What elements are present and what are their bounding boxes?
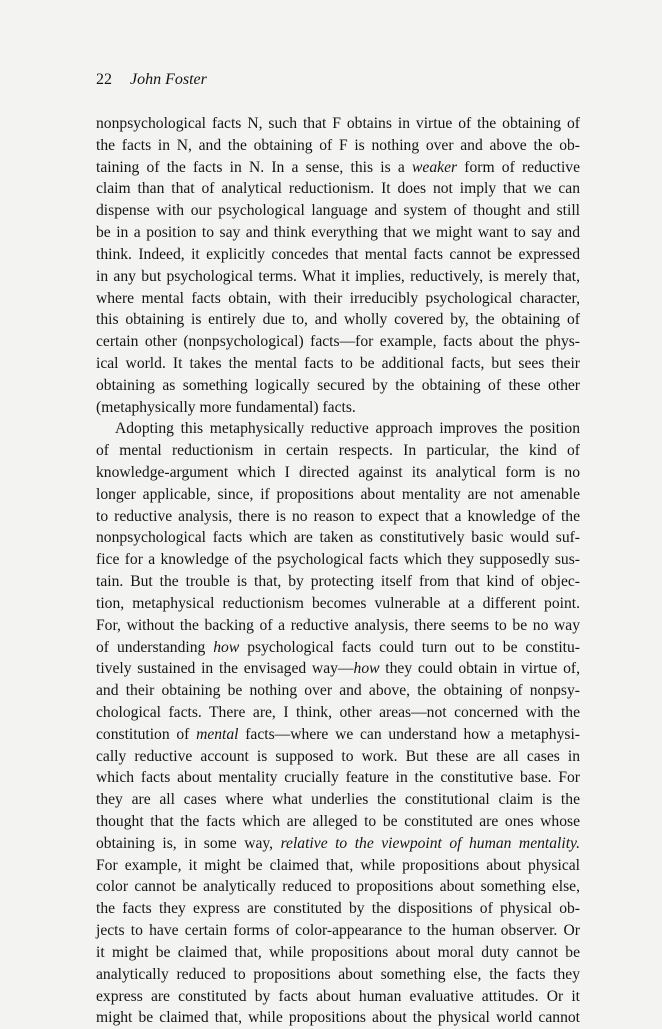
text-segment: in any but psychological terms. What it implies, reductively, is merely that, xyxy=(96,267,580,285)
text-segment: color cannot be analytically reduced to propositions about something else, xyxy=(96,878,580,896)
text-line xyxy=(96,767,580,789)
italic-text: relative to the viewpoint of human mentality. xyxy=(280,834,580,852)
text-segment: For, without the backing of a reductive analysis, there seems to be no way xyxy=(96,616,580,634)
text-line xyxy=(96,833,580,855)
text-segment: certain other (nonpsychological) facts—for example, facts about the phys- xyxy=(96,333,580,351)
text-segment: which facts about mentality crucially feature in the constitutive base. For xyxy=(96,769,580,787)
italic-text: weaker xyxy=(412,158,458,176)
text-segment: facts—where we can understand how a metaphysi- xyxy=(238,725,580,743)
text-segment: psychological facts could turn out to be constitu- xyxy=(239,638,581,656)
text-segment: knowledge-argument which I directed against its analytical form is no xyxy=(96,464,580,481)
text-segment: thought that the facts which are alleged to be constituted are ones whose xyxy=(96,813,580,830)
text-line xyxy=(96,397,580,419)
text-line xyxy=(96,375,580,397)
text-segment: form of reductive xyxy=(457,158,581,176)
text-line xyxy=(96,1007,580,1029)
text-line xyxy=(96,135,580,157)
text-line xyxy=(96,288,580,310)
text-segment: the facts in N, and the obtaining of F is nothing over and above the ob- xyxy=(96,136,580,154)
italic-text: how xyxy=(213,638,240,656)
text-segment: For example, it might be claimed that, while propositions about physical xyxy=(96,856,580,874)
text-segment: it might be claimed that, while propositions about moral duty cannot be xyxy=(96,943,580,961)
text-segment: fice for a knowledge of the psychological facts which they supposedly sus- xyxy=(96,551,580,569)
running-header xyxy=(96,70,207,90)
text-segment: and their obtaining be nothing over and above, the obtaining of nonpsy- xyxy=(96,682,580,700)
text-segment: ical world. It takes the mental facts to be additional facts, but sees their xyxy=(96,354,580,372)
italic-text: mental xyxy=(196,725,239,743)
text-line xyxy=(96,157,580,179)
text-line xyxy=(96,746,580,768)
text-segment: dispense with our psychological language and system of thought and still xyxy=(96,202,580,220)
text-segment: the facts they express are constituted by the dispositions of physical ob- xyxy=(96,900,580,918)
text-line xyxy=(96,702,580,724)
text-segment: this obtaining is entirely due to, and wholly covered by, the obtaining of xyxy=(96,311,580,329)
text-line xyxy=(96,986,580,1008)
text-line xyxy=(96,724,580,746)
text-segment: chological facts. There are, I think, other areas—not concerned with the xyxy=(96,703,580,721)
text-line xyxy=(96,178,580,200)
text-segment: tain. But the trouble is that, by protecting itself from that kind of objec- xyxy=(96,573,580,591)
text-segment: constitution of xyxy=(96,725,197,743)
text-segment: to reductive analysis, there is no reason to expect that a knowledge of the xyxy=(96,507,580,525)
text-line xyxy=(96,789,580,811)
text-line xyxy=(96,113,580,135)
text-segment: nonpsychological facts N, such that F obtains in virtue of the obtaining of xyxy=(96,115,580,132)
text-segment: they could obtain in virtue of, xyxy=(379,660,580,678)
text-segment: of understanding xyxy=(96,638,214,656)
text-segment: longer applicable, since, if propositions about mentality are not amenable xyxy=(96,485,580,503)
text-segment: claim than that of analytical reductionism. It does not imply that we can xyxy=(96,180,580,198)
text-line xyxy=(96,506,580,528)
text-line xyxy=(96,549,580,571)
text-segment: taining of the facts in N. In a sense, this is a xyxy=(96,158,413,176)
text-segment: cally reductive account is supposed to work. But these are all cases in xyxy=(96,747,580,765)
text-line xyxy=(96,331,580,353)
text-segment: express are constituted by facts about human evaluative attitudes. Or it xyxy=(96,987,580,1005)
paragraph-first-line xyxy=(96,418,580,440)
text-segment: tion, metaphysical reductionism becomes vulnerable at a different point. xyxy=(96,594,580,612)
text-segment: (metaphysically more fundamental) facts. xyxy=(96,398,356,416)
text-line xyxy=(96,680,580,702)
text-segment: of mental reductionism in certain respects. In particular, the kind of xyxy=(96,442,580,460)
running-head-author: John Foster xyxy=(130,71,207,88)
text-line xyxy=(96,964,580,986)
text-line xyxy=(96,309,580,331)
text-line xyxy=(96,855,580,877)
text-segment: tively sustained in the envisaged way— xyxy=(96,660,354,678)
text-segment: they are all cases where what underlies the constitutional claim is the xyxy=(96,791,580,809)
text-segment: analytically reduced to propositions about something else, the facts they xyxy=(96,965,580,983)
text-line xyxy=(96,527,580,549)
page-number: 22 xyxy=(96,71,112,88)
italic-text: how xyxy=(353,660,380,678)
text-line xyxy=(96,462,580,484)
text-line xyxy=(96,571,580,593)
text-line xyxy=(96,222,580,244)
text-segment: nonpsychological facts which are taken as constitutively basic would suf- xyxy=(96,529,580,547)
text-line xyxy=(96,811,580,833)
text-line xyxy=(96,266,580,288)
text-line xyxy=(96,637,580,659)
text-segment: be in a position to say and think everything that we might want to say and xyxy=(96,224,580,242)
text-segment: jects to have certain forms of color-appearance to the human observer. Or xyxy=(96,922,580,940)
text-segment: obtaining as something logically secured by the obtaining of these other xyxy=(96,376,580,394)
text-line xyxy=(96,942,580,964)
text-segment: Adopting this metaphysically reductive approach improves the position xyxy=(115,420,580,438)
text-segment: where mental facts obtain, with their irreducibly psychological character, xyxy=(96,289,580,307)
text-line xyxy=(96,440,580,462)
text-line xyxy=(96,244,580,266)
text-line xyxy=(96,353,580,375)
text-line xyxy=(96,876,580,898)
text-line xyxy=(96,658,580,680)
text-segment: might be claimed that, while propositions about the physical world cannot xyxy=(96,1009,580,1027)
text-line xyxy=(96,920,580,942)
body-text xyxy=(96,113,580,1029)
text-segment: obtaining is, in some way, xyxy=(96,834,281,852)
text-line xyxy=(96,200,580,222)
text-segment: think. Indeed, it explicitly concedes that mental facts cannot be expressed xyxy=(96,245,580,263)
text-line xyxy=(96,484,580,506)
text-line xyxy=(96,593,580,615)
text-line xyxy=(96,615,580,637)
text-line xyxy=(96,898,580,920)
